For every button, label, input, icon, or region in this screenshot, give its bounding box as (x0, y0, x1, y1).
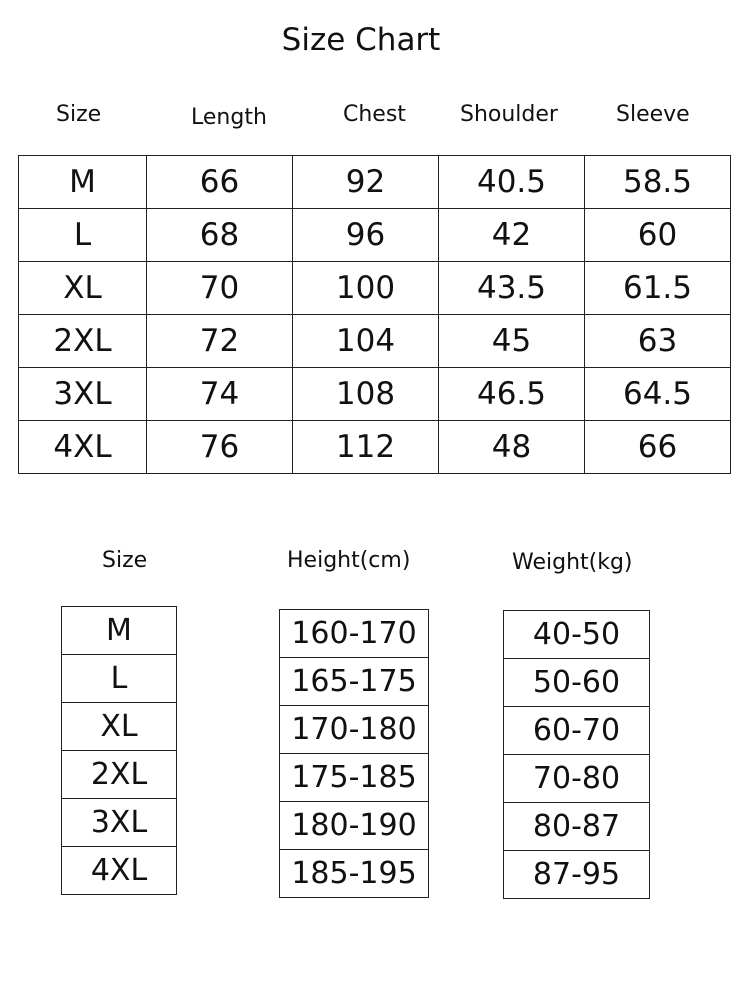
shoulder-cell: 42 (439, 209, 585, 262)
height-cell: 165-175 (280, 658, 429, 706)
size-cell: 3XL (19, 368, 147, 421)
table-row (19, 368, 731, 421)
height-cell: 185-195 (280, 850, 429, 898)
weight-cell: 50-60 (504, 659, 650, 707)
size-cell: M (62, 607, 177, 655)
table-row (504, 659, 650, 707)
header-shoulder: Shoulder (460, 102, 558, 127)
table-row (19, 262, 731, 315)
height-cell: 170-180 (280, 706, 429, 754)
size-cell: 3XL (62, 799, 177, 847)
table-row (280, 850, 429, 898)
table-row (280, 658, 429, 706)
table-row (62, 847, 177, 895)
size-cell: 2XL (62, 751, 177, 799)
size-cell: L (62, 655, 177, 703)
shoulder-cell: 43.5 (439, 262, 585, 315)
fit-weight-table (503, 610, 650, 899)
chest-cell: 100 (293, 262, 439, 315)
sleeve-cell: 63 (585, 315, 731, 368)
size-cell: M (19, 156, 147, 209)
header-size: Size (56, 102, 102, 127)
header-sleeve: Sleeve (616, 102, 690, 127)
table-row (280, 754, 429, 802)
table-row (19, 156, 731, 209)
chest-cell: 96 (293, 209, 439, 262)
sleeve-cell: 66 (585, 421, 731, 474)
fit-size-table (61, 606, 177, 895)
size-cell: XL (19, 262, 147, 315)
length-cell: 76 (147, 421, 293, 474)
table-row (62, 703, 177, 751)
table-row (19, 315, 731, 368)
table-row (504, 611, 650, 659)
table-row (62, 655, 177, 703)
chest-cell: 108 (293, 368, 439, 421)
size-cell: XL (62, 703, 177, 751)
length-cell: 70 (147, 262, 293, 315)
page-title: Size Chart (281, 22, 441, 58)
header-length: Length (191, 105, 267, 130)
weight-cell: 87-95 (504, 851, 650, 899)
chest-cell: 112 (293, 421, 439, 474)
chest-cell: 104 (293, 315, 439, 368)
weight-cell: 40-50 (504, 611, 650, 659)
table-row (19, 209, 731, 262)
table-row (504, 803, 650, 851)
measurement-table (18, 155, 731, 474)
height-cell: 160-170 (280, 610, 429, 658)
table-row (19, 421, 731, 474)
length-cell: 74 (147, 368, 293, 421)
table-row (280, 802, 429, 850)
chest-cell: 92 (293, 156, 439, 209)
shoulder-cell: 40.5 (439, 156, 585, 209)
fit-header-size: Size (102, 548, 148, 573)
height-cell: 180-190 (280, 802, 429, 850)
fit-height-table (279, 609, 429, 898)
table-row (504, 755, 650, 803)
fit-header-weight: Weight(kg) (512, 550, 633, 575)
size-cell: 4XL (19, 421, 147, 474)
shoulder-cell: 46.5 (439, 368, 585, 421)
sleeve-cell: 61.5 (585, 262, 731, 315)
height-cell: 175-185 (280, 754, 429, 802)
table-row (62, 607, 177, 655)
size-cell: 2XL (19, 315, 147, 368)
table-row (62, 799, 177, 847)
table-row (504, 707, 650, 755)
shoulder-cell: 48 (439, 421, 585, 474)
sleeve-cell: 64.5 (585, 368, 731, 421)
shoulder-cell: 45 (439, 315, 585, 368)
fit-header-height: Height(cm) (287, 548, 411, 573)
weight-cell: 60-70 (504, 707, 650, 755)
weight-cell: 70-80 (504, 755, 650, 803)
sleeve-cell: 60 (585, 209, 731, 262)
table-row (280, 706, 429, 754)
header-chest: Chest (343, 102, 406, 127)
table-row (62, 751, 177, 799)
size-cell: 4XL (62, 847, 177, 895)
table-row (280, 610, 429, 658)
length-cell: 66 (147, 156, 293, 209)
table-row (504, 851, 650, 899)
sleeve-cell: 58.5 (585, 156, 731, 209)
length-cell: 72 (147, 315, 293, 368)
size-cell: L (19, 209, 147, 262)
weight-cell: 80-87 (504, 803, 650, 851)
length-cell: 68 (147, 209, 293, 262)
